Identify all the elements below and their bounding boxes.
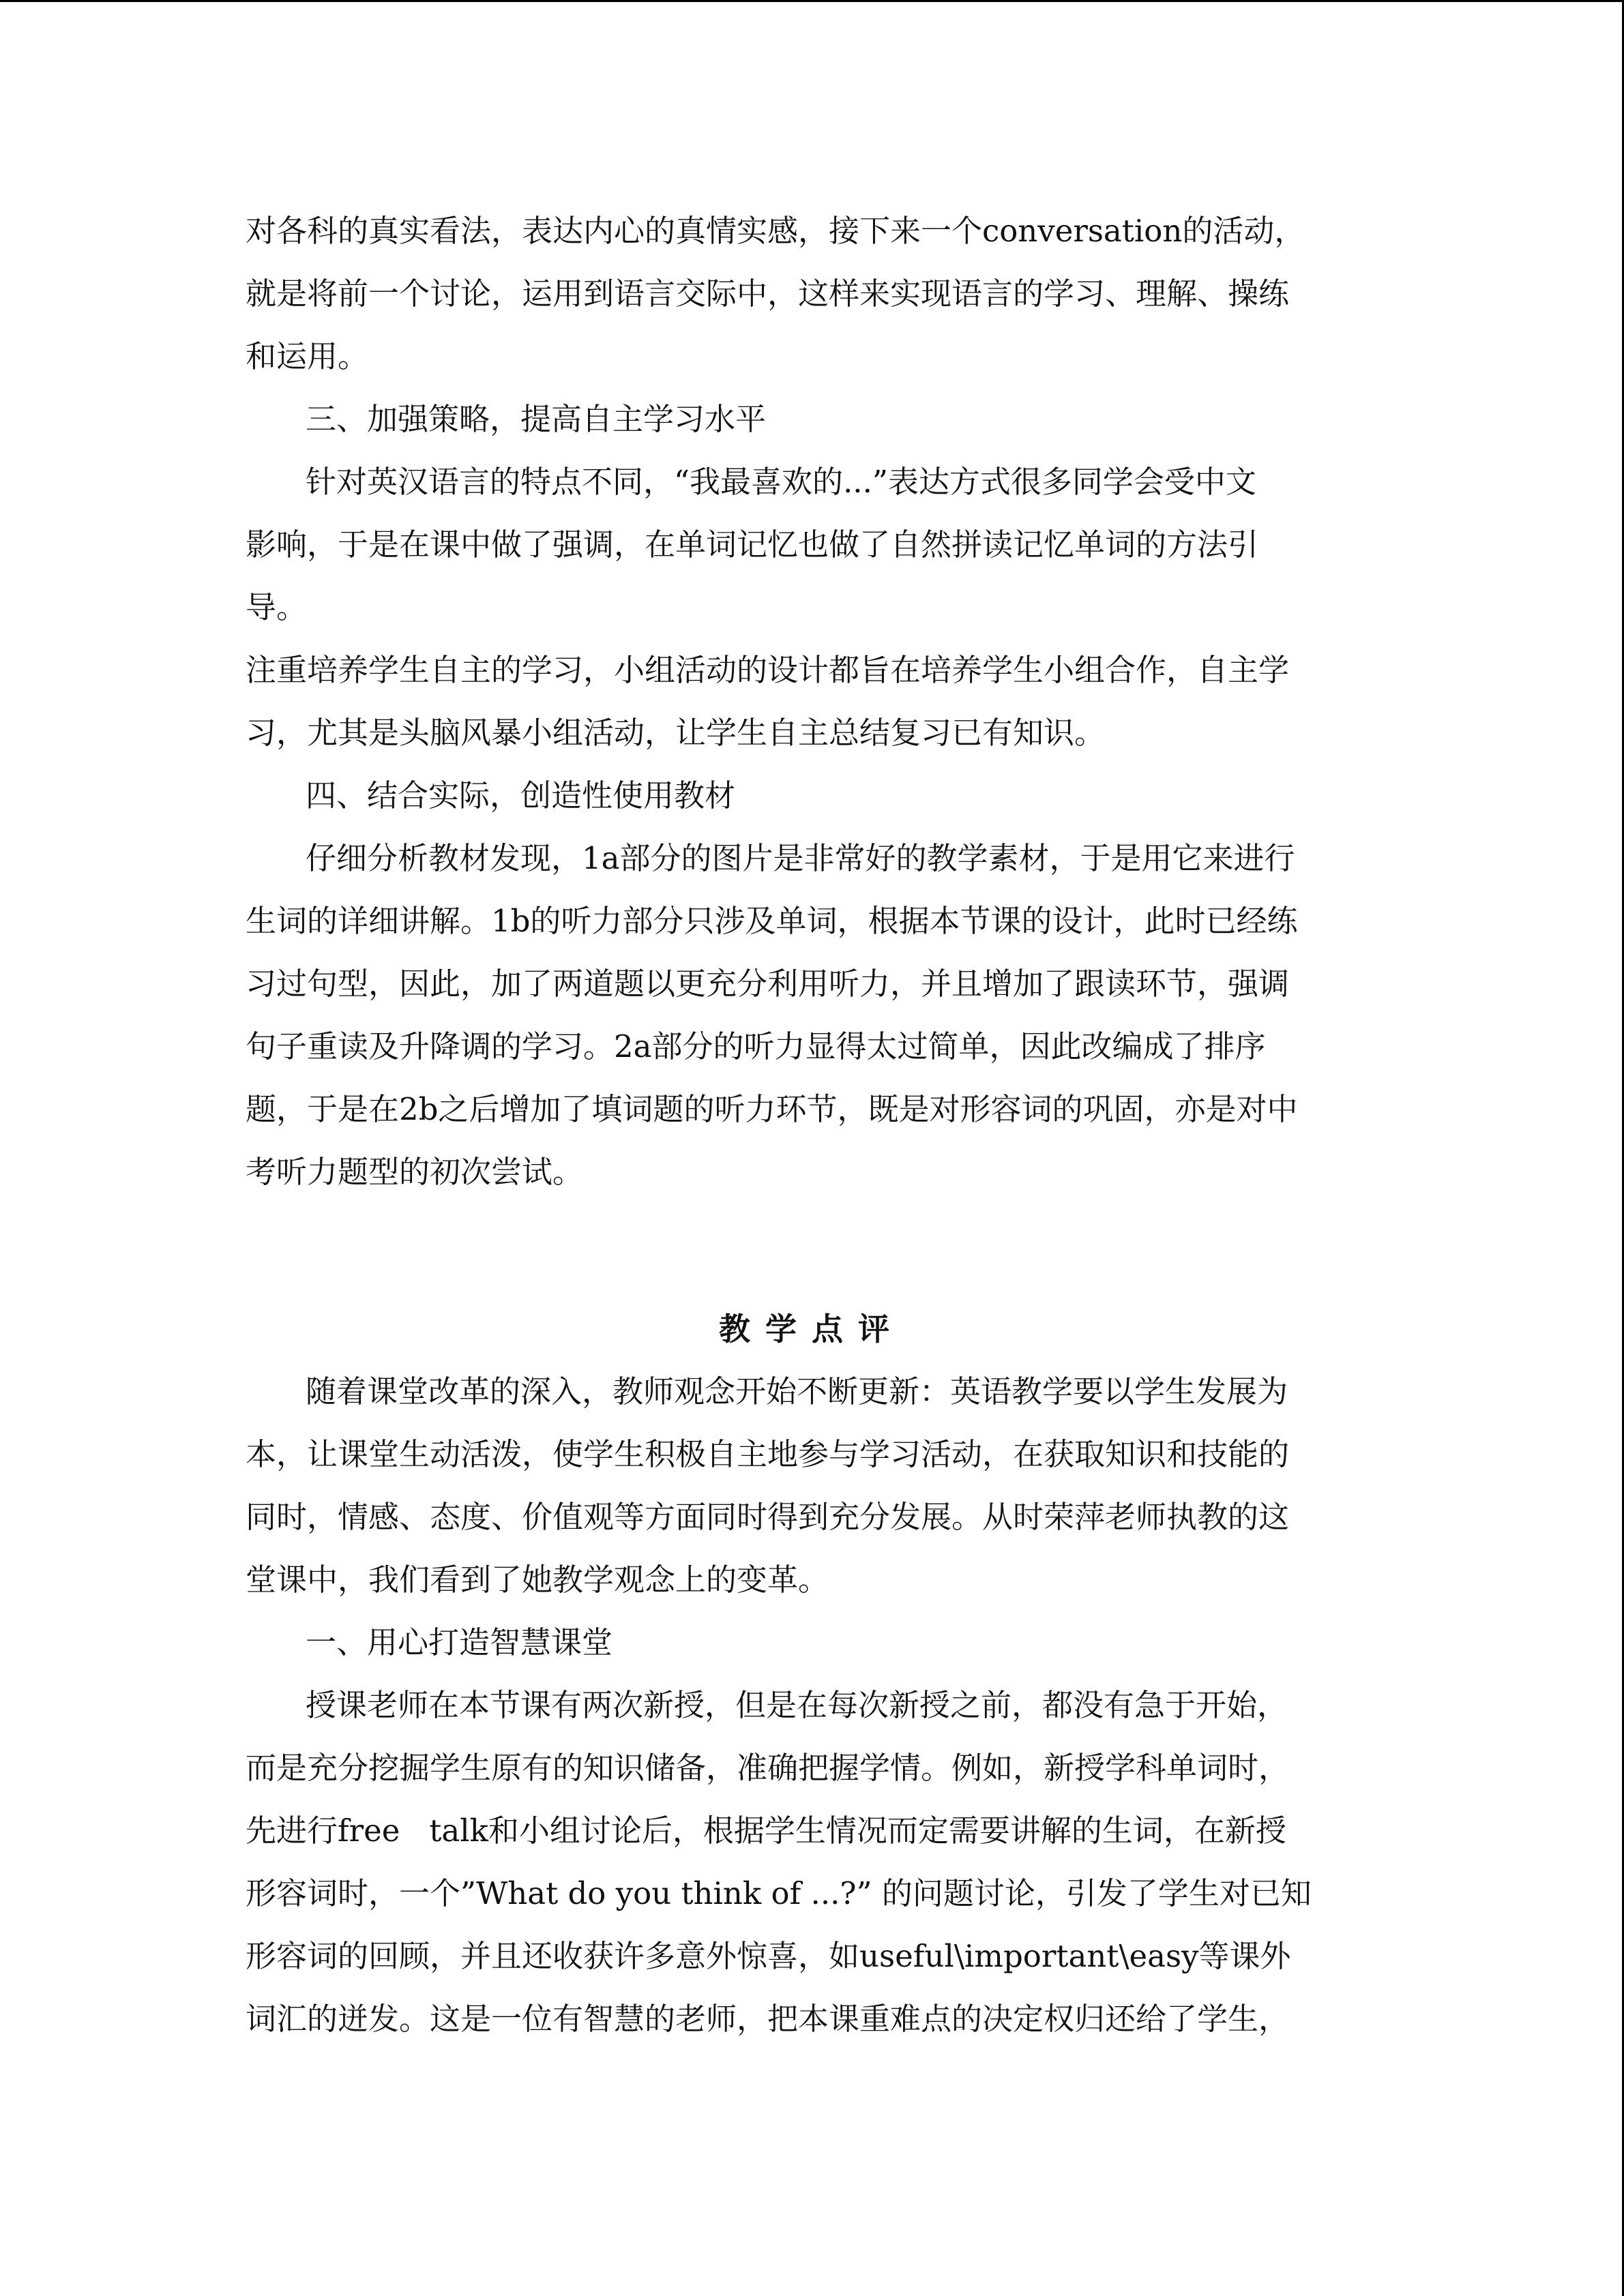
- text-line: 生词的详细讲解。1b的听力部分只涉及单词，根据本节课的设计，此时已经练: [246, 903, 1298, 939]
- section-title: 教学点评: [719, 1311, 904, 1347]
- text-line: 影响，于是在课中做了强调，在单词记忆也做了自然拼读记忆单词的方法引: [246, 526, 1259, 563]
- text-line: 考听力题型的初次尝试。: [246, 1154, 584, 1190]
- section-heading-4: 四、结合实际，创造性使用教材: [306, 777, 736, 814]
- text-line: 本，让课堂生动活泼，使学生积极自主地参与学习活动，在获取知识和技能的: [246, 1436, 1290, 1472]
- document-body: [246, 200, 1378, 2051]
- text-line: 习过句型，因此，加了两道题以更充分利用听力，并且增加了跟读环节，强调: [246, 966, 1290, 1002]
- text-line: 就是将前一个讨论，运用到语言交际中，这样来实现语言的学习、理解、操练: [246, 275, 1290, 312]
- text-line: 形容词时，一个”What do you think of ...?” 的问题讨论，引发了学生对已知: [246, 1875, 1312, 1911]
- text-line: 对各科的真实看法，表达内心的真情实感，接下来一个conversation的活动，: [246, 213, 1305, 249]
- text-line: 习，尤其是头脑风暴小组活动，让学生自主总结复习已有知识。: [246, 715, 1106, 751]
- text-line: 题，于是在2b之后增加了填词题的听力环节，既是对形容词的巩固，亦是对中: [246, 1091, 1298, 1127]
- text-line: 词汇的迸发。这是一位有智慧的老师，把本课重难点的决定权归还给了学生，: [246, 2001, 1290, 2037]
- text-line: 而是充分挖掘学生原有的知识储备，准确把握学情。例如，新授学科单词时，: [246, 1750, 1290, 1786]
- text-line: 和运用。: [246, 338, 369, 374]
- text-line: 导。: [246, 589, 308, 625]
- text-line: 仔细分析教材发现，1a部分的图片是非常好的教学素材，于是用它来进行: [306, 840, 1295, 876]
- section-heading-1: 一、用心打造智慧课堂: [306, 1624, 613, 1660]
- text-line: 注重培养学生自主的学习，小组活动的设计都旨在培养学生小组合作，自主学: [246, 652, 1290, 688]
- text-line: 形容词的回顾，并且还收获许多意外惊喜，如useful\important\easy等课外: [246, 1938, 1291, 1974]
- text-line: 随着课堂改革的深入，教师观念开始不断更新：英语教学要以学生发展为: [306, 1373, 1288, 1410]
- text-line: 授课老师在本节课有两次新授，但是在每次新授之前，都没有急于开始，: [306, 1687, 1288, 1723]
- text-line: 针对英汉语言的特点不同，“我最喜欢的...”表达方式很多同学会受中文: [306, 464, 1256, 500]
- section-heading-3: 三、加强策略，提高自主学习水平: [306, 401, 767, 437]
- text-line: 句子重读及升降调的学习。2a部分的听力显得太过简单，因此改编成了排序: [246, 1028, 1266, 1064]
- text-line: 堂课中，我们看到了她教学观念上的变革。: [246, 1562, 829, 1598]
- text-line: 先进行free talk和小组讨论后，根据学生情况而定需要讲解的生词，在新授: [246, 1813, 1286, 1849]
- text-line: 同时，情感、态度、价值观等方面同时得到充分发展。从时荣萍老师执教的这: [246, 1499, 1290, 1535]
- section-gap: [246, 1204, 1378, 1298]
